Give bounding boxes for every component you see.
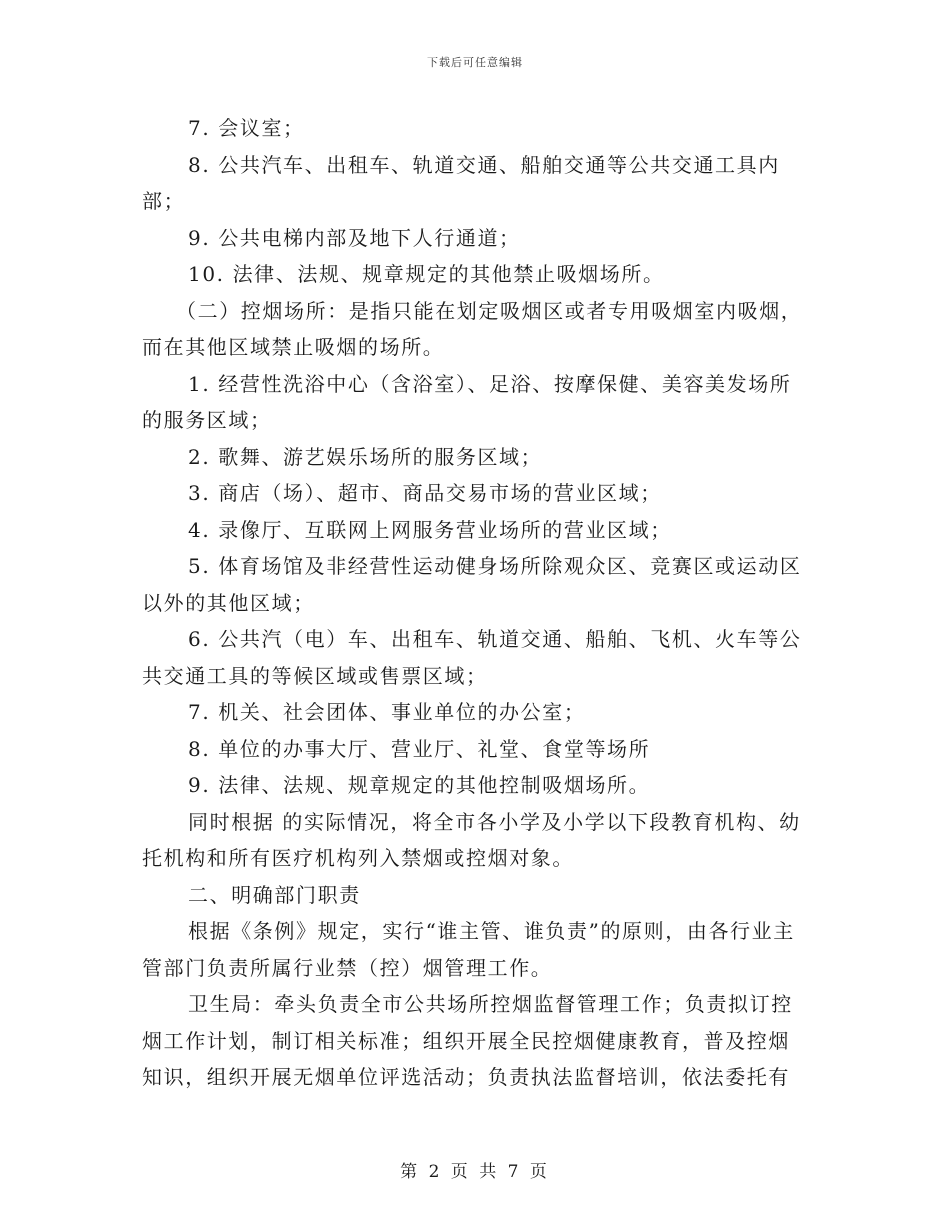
body-paragraph: 10. 法律、法规、规章规定的其他禁止吸烟场所。 [188,262,665,286]
body-paragraph: 9. 公共电梯内部及地下人行通道； [188,225,521,250]
section-heading: 二、明确部门职责 [188,882,361,907]
body-paragraph: 9. 法律、法规、规章规定的其他控制吸烟场所。 [188,773,651,797]
page-header-note: 下载后可任意编辑 [427,56,523,69]
body-paragraph: 8. 单位的办事大厅、营业厅、礼堂、食堂等场所 [188,736,651,761]
body-paragraph: 5. 体育场馆及非经营性运动健身场所除观众区、竞赛区或运动区以外的其他区域； [142,554,802,615]
body-paragraph: 同时根据 的实际情况，将全市各小学及小学以下段教育机构、幼托机构和所有医疗机构列入禁烟或控烟对象。 [142,809,801,870]
document-body [142,110,810,1096]
page-number: 第 2 页 共 7 页 [400,1162,550,1182]
body-paragraph: 卫生局：牵头负责全市公共场所控烟监督管理工作；负责拟订控烟工作计划，制订相关标准；组织开展全民控烟健康教育，普及控烟知识，组织开展无烟单位评选活动；负责执法监督培训，依法委托有 [142,992,793,1089]
body-paragraph: 7. 机关、社会团体、事业单位的办公室； [188,700,586,724]
body-paragraph: 2. 歌舞、游艺娱乐场所的服务区域； [188,444,543,469]
body-paragraph: 根据《条例》规定，实行“谁主管、谁负责”的原则，由各行业主管部门负责所属行业禁（控）烟管理工作。 [142,919,795,980]
body-paragraph: 8. 公共汽车、出租车、轨道交通、船舶交通等公共交通工具内部； [142,152,780,213]
body-paragraph: 6. 公共汽（电）车、出租车、轨道交通、船舶、飞机、火车等公共交通工具的等候区域或售票区域； [142,627,802,688]
body-paragraph: 7. 会议室； [188,116,305,140]
body-paragraph: 4. 录像厅、互联网上网服务营业场所的营业区域； [188,517,672,542]
body-paragraph: 3. 商店（场）、超市、商品交易市场的营业区域； [188,481,662,505]
body-paragraph: 1. 经营性洗浴中心（含浴室）、足浴、按摩保健、美容美发场所的服务区域； [142,371,792,432]
body-paragraph: （二）控烟场所：是指只能在划定吸烟区或者专用吸烟室内吸烟，而在其他区域禁止吸烟的场所。 [142,298,803,359]
